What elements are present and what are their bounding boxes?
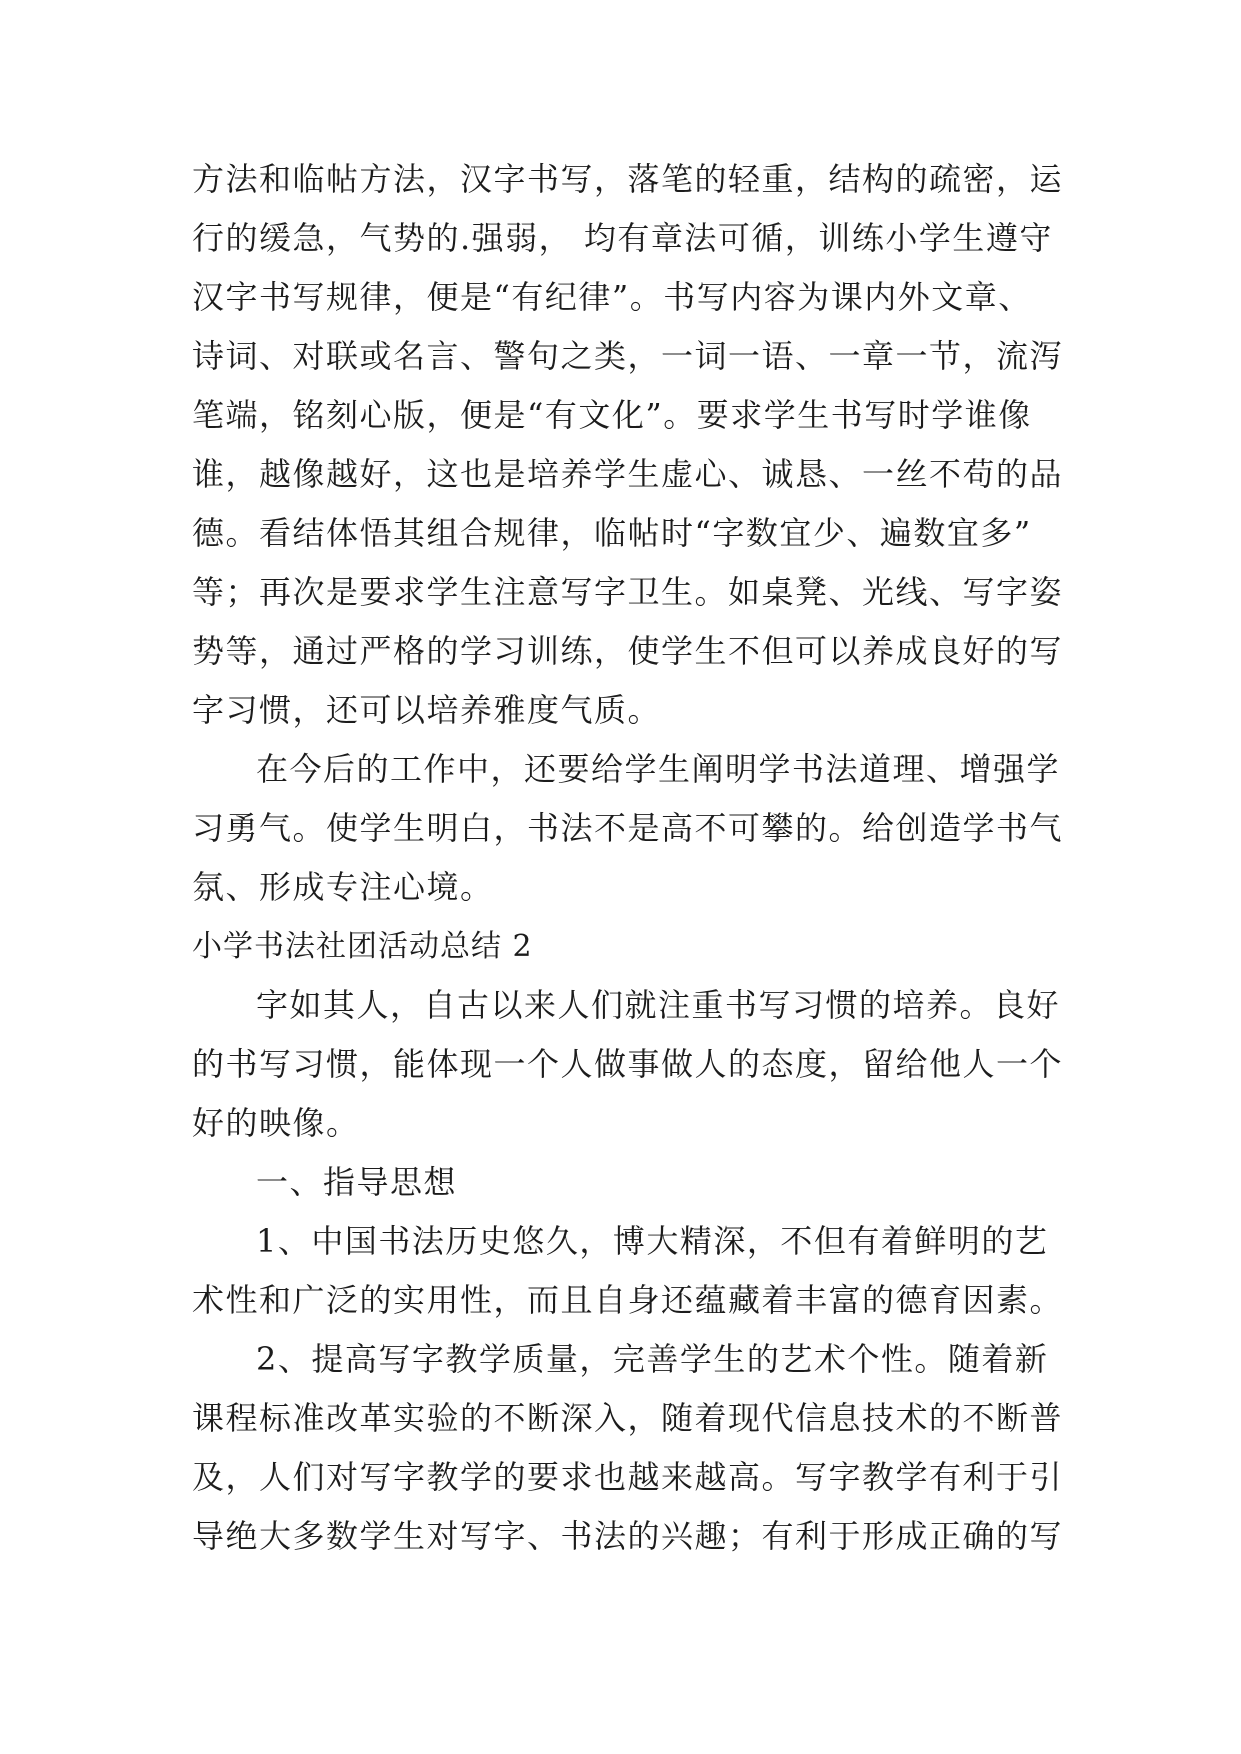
body-text-line: 德。看结体悟其组合规律，临帖时“字数宜少、遍数宜多” — [192, 514, 1032, 552]
body-text-line: 的书写习惯，能体现一个人做事做人的态度，留给他人一个 — [192, 1045, 1064, 1083]
body-text-line: 诗词、对联或名言、警句之类，一词一语、一章一节，流泻 — [192, 337, 1064, 375]
body-text-line: 行的缓急，气势的.强弱， 均有章法可循，训练小学生遵守 — [192, 219, 1053, 257]
body-text-line: 及，人们对写字教学的要求也越来越高。写字教学有利于引 — [192, 1458, 1064, 1496]
body-text-line: 术性和广泛的实用性，而且自身还蕴藏着丰富的德育因素。 — [192, 1281, 1064, 1319]
body-text-line: 氛、形成专注心境。 — [192, 868, 494, 906]
body-text-line: 笔端，铭刻心版，便是“有文化”。要求学生书写时学谁像 — [192, 396, 1032, 434]
paragraph-start-line: 字如其人，自古以来人们就注重书写习惯的培养。良好 — [256, 986, 1061, 1024]
body-text-line: 谁，越像越好，这也是培养学生虚心、诚恳、一丝不苟的品 — [192, 455, 1064, 493]
paragraph-start-line: 在今后的工作中，还要给学生阐明学书法道理、增强学 — [256, 750, 1061, 788]
body-text-line: 好的映像。 — [192, 1104, 360, 1142]
body-text-line: 课程标准改革实验的不断深入，随着现代信息技术的不断普 — [192, 1399, 1064, 1437]
section-title: 小学书法社团活动总结 2 — [192, 929, 533, 964]
body-text-line: 方法和临帖方法，汉字书写，落笔的轻重，结构的疏密，运 — [192, 160, 1064, 198]
body-text-line: 习勇气。使学生明白，书法不是高不可攀的。给创造学书气 — [192, 809, 1064, 847]
subheading-guiding-ideology: 一、指导思想 — [256, 1163, 458, 1201]
document-page — [192, 150, 1064, 1566]
paragraph-start-line: 2、提高写字教学质量，完善学生的艺术个性。随着新 — [256, 1340, 1049, 1378]
body-text-line: 导绝大多数学生对写字、书法的兴趣；有利于形成正确的写 — [192, 1517, 1064, 1555]
paragraph-start-line: 1、中国书法历史悠久，博大精深，不但有着鲜明的艺 — [256, 1222, 1049, 1260]
body-text-line: 汉字书写规律，便是“有纪律”。书写内容为课内外文章、 — [192, 278, 1032, 316]
body-text-line: 字习惯，还可以培养雅度气质。 — [192, 691, 662, 729]
body-text-line: 等；再次是要求学生注意写字卫生。如桌凳、光线、写字姿 — [192, 573, 1064, 611]
body-text-line: 势等，通过严格的学习训练，使学生不但可以养成良好的写 — [192, 632, 1064, 670]
